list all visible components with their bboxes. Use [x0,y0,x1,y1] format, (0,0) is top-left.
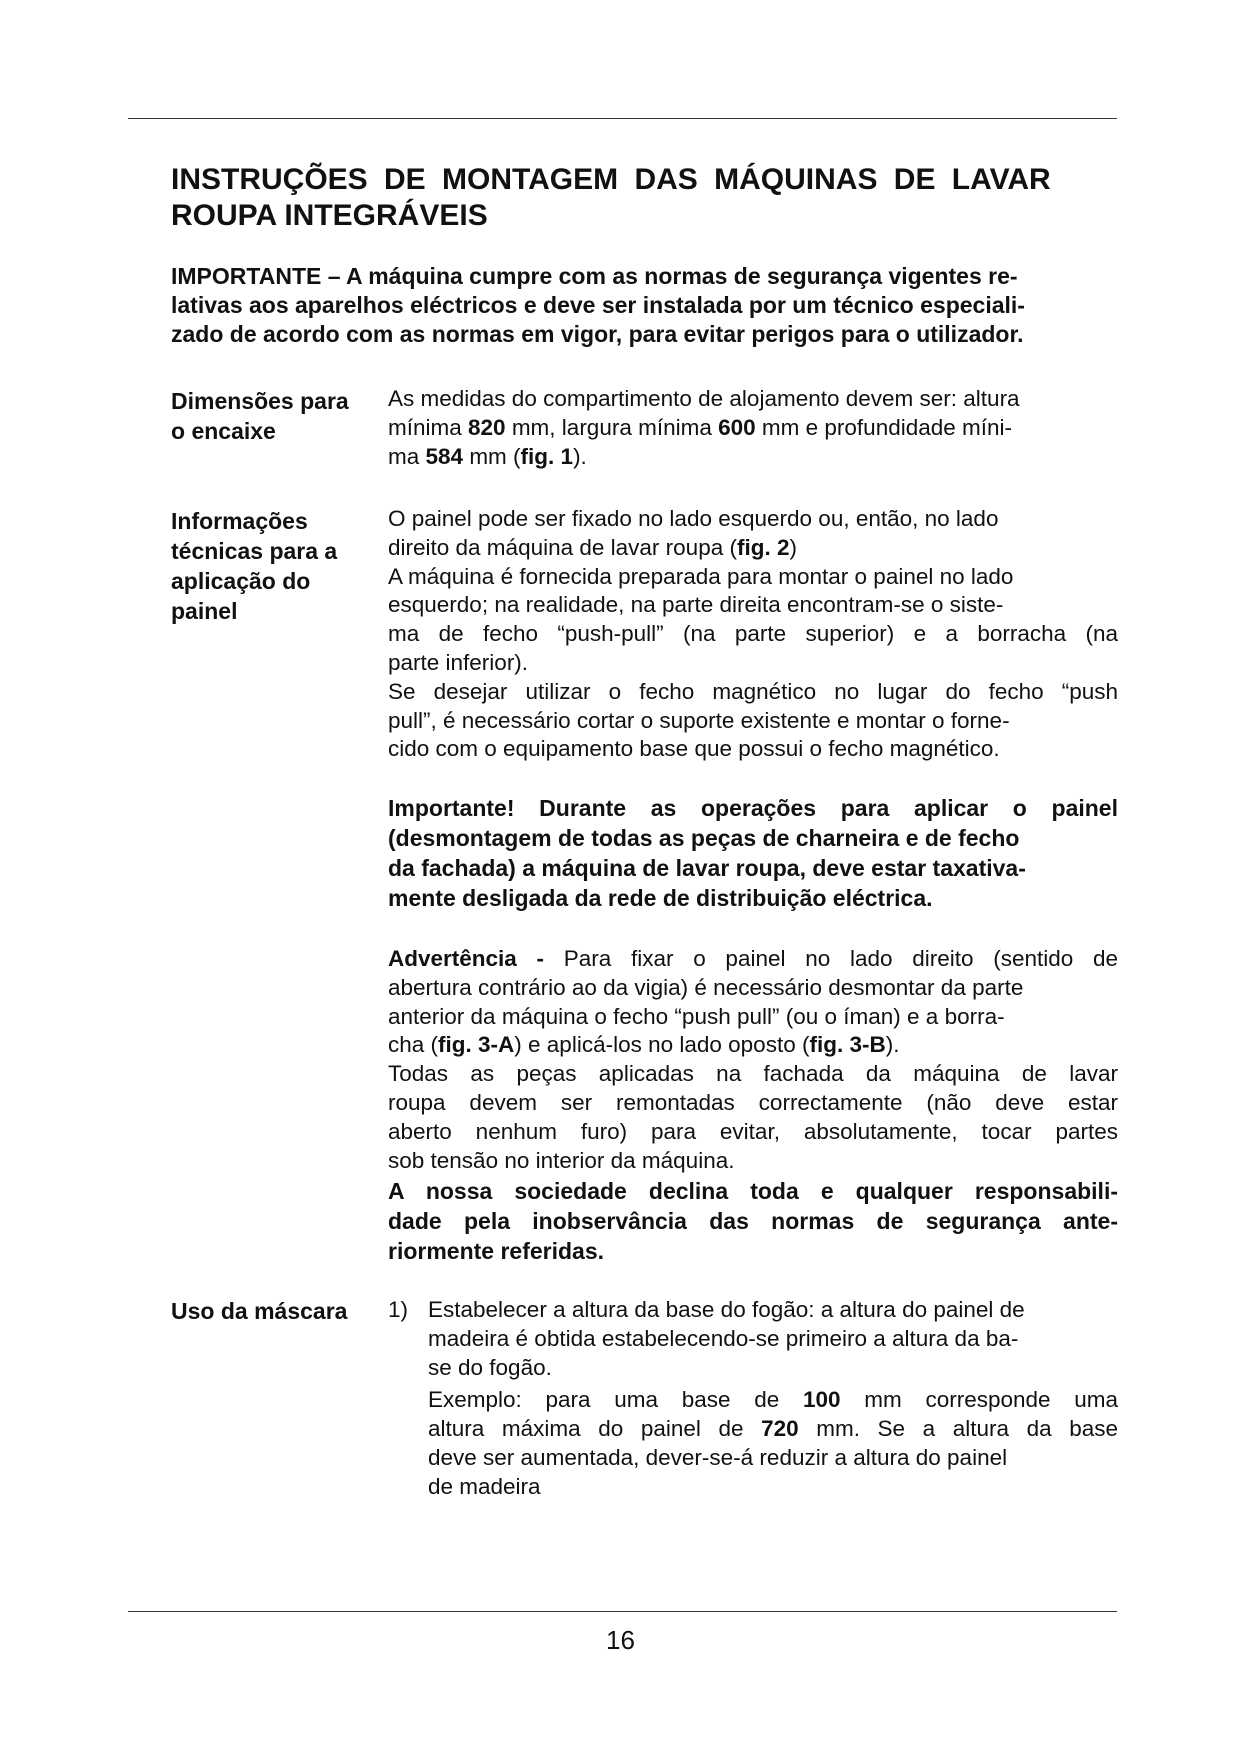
list-number: 1) [388,1297,409,1322]
important-notice: IMPORTANTE – A máquina cumpre com as normas de segurança vigentes re- lativas aos aparelhos eléctricos e deve ser instalada por um técnico especiali- zado de acordo com as normas em vigor, para evitar perigos para o utilizador. [171,263,1025,347]
advertencia-fig3-line: cha (fig. 3-A) e aplicá-los no lado oposto (fig. 3-B). [388,1032,900,1058]
advertencia-text: Advertência - Para fixar o painel no lado direito (sentido de abertura contrário ao da vigia) é necessário desmontar da parte anterior da máquina o fecho “push pull” (ou o íman) e a borra- cha (fig. 3-A) e aplicá-los no lado oposto (fig. 3-B). Todas as peças aplicadas na fachada da máquina de lavar roupa devem ser remontadas correctamente (não deve estar aberto nenhum furo) para evitar, absolutamente, tocar partes sob tensão no interior da máquina. [388,946,1118,1173]
bottom-rule [128,1611,1117,1612]
power-warning: Importante! Durante as operações para aplicar o painel (desmontagem de todas as peças de charneira e de fecho da fachada) a máquina de lavar roupa, deve estar taxativa- mente desligada da rede de distribuição eléctrica. [388,795,1118,911]
page-number: 16 [606,1625,635,1655]
mask-step-1 [388,1296,1118,1502]
advertencia-line-1: Advertência - Para fixar o painel no lado direito (sentido de [388,946,1118,971]
mask-example-line-2: altura máxima do painel de 720 mm. Se a altura da base [428,1416,1118,1442]
dimensions-line-2: mínima 820 mm, largura mínima 600 mm e profundidade míni- [388,414,1013,440]
mask-example-line-1: Exemplo: para uma base de 100 mm corresponde uma [428,1387,1119,1413]
disclaimer: A nossa sociedade declina toda e qualquer responsabili- dade pela inobservância das normas de segurança ante- riormente referidas. [388,1178,1118,1264]
page-title: INSTRUÇÕES DE MONTAGEM DAS MÁQUINAS DE LAVAR ROUPA INTEGRÁVEIS [171,163,1051,232]
panel-info-text: O painel pode ser fixado no lado esquerdo ou, então, no lado direito da máquina de lavar roupa (fig. 2) A máquina é fornecida preparada para montar o painel no lado esquerdo; na realidade, na parte direita encontram-se o siste- ma de fecho “push-pull” (na parte superior) e a borracha (na parte inferior). Se desejar utilizar o fecho magnético no lugar do fecho “push pull”, é necessário cortar o suporte existente e montar o forne- cido com o equipamento base que possui o fecho magnético. [388,506,1118,762]
top-rule [128,118,1117,119]
dimensions-text: As medidas do compartimento de alojamento devem ser: altura mínima 820 mm, largura mínima 600 mm e profundidade míni- ma 584 mm (fig. 1). [388,385,1118,471]
section-label-dimensions: Dimensões para o encaixe [171,388,349,444]
panel-info-fig2-line: direito da máquina de lavar roupa (fig. 2) [388,534,797,560]
dimensions-line-3: ma 584 mm (fig. 1). [388,443,587,469]
section-label-mask: Uso da máscara [171,1298,348,1324]
section-label-panel-info: Informações técnicas para a aplicação do painel [171,508,338,624]
mask-step-1-text: Estabelecer a altura da base do fogão: a altura do painel de madeira é obtida estabelecendo-se primeiro a altura da ba- se do fogão. Exemplo: para uma base de 100 mm corresponde uma altura máxima do painel de 720 mm. Se a altura da base deve ser aumentada, dever-se-á reduzir a altura do painel de madeira [428,1297,1119,1499]
